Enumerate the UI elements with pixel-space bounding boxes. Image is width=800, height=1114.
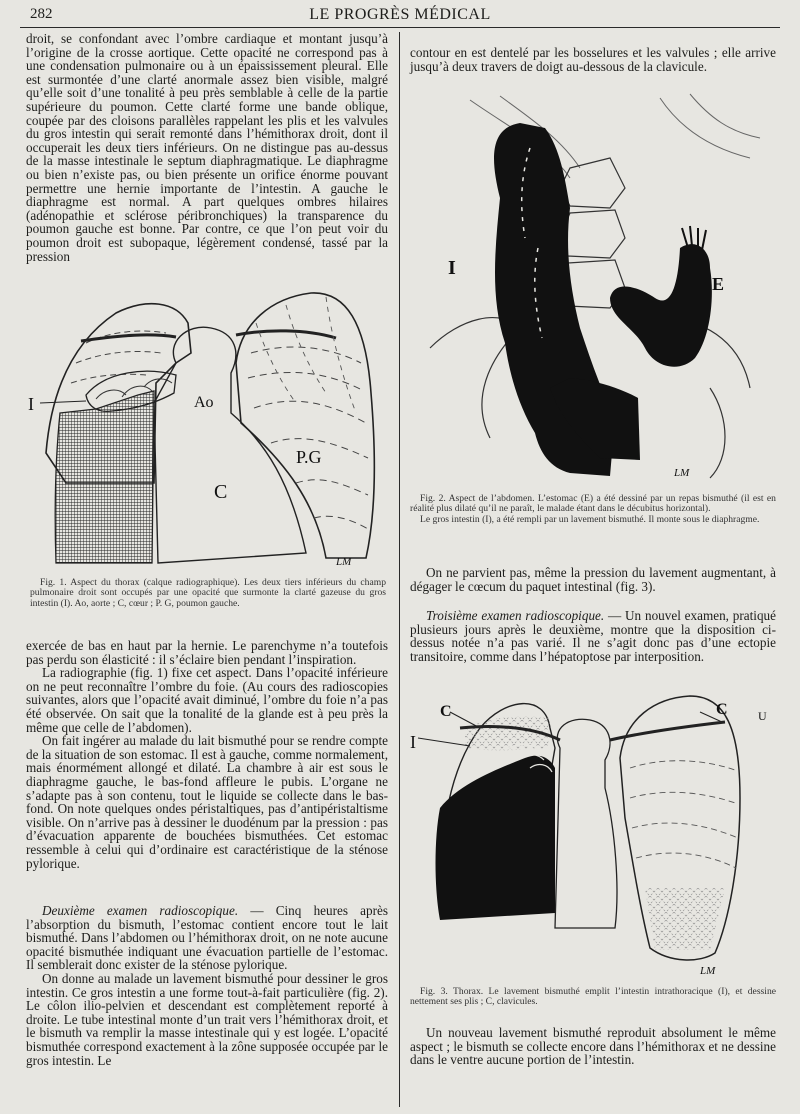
fig2-label-E: E — [712, 274, 725, 294]
paragraph: droit, se confondant avec l’ombre cardiaque et montant jusqu’à l’origine de la crosse aortique. Cette opacité ne correspond pas à une condensation pulmonaire ou à un épaississement pleural. Elle est surmontée d’une clarté anormale assez bien visible, malgré qu’elle soit d’une tonalité à peu près semblable à celle de la partie supérieure du poumon. Cette clarté forme une bande oblique, coupée par des cloisons parallèles rappelant les plis et les valvules du gros intestin qui serait remonté dans l’hémithorax droit, dont il occuperait les deux tiers inférieurs. On ne distingue pas au-dessus de la masse intestinale le septum diaphragmatique. Le diaphragme ou bien n’existe pas, ou bien présente un orifice énorme pouvant permettre une hernie importante de l’intestin. A gauche le diaphragme est normal. A part quelques ombres hilaires (adénopathie et sclérose péribronchiques) la transparence du poumon gauche est bonne. Par contre, ce que l’on peut voir du poumon droit est subopaque, légèrement condensé, tassé par la pression — [26, 31, 388, 264]
right-paragraph-3 — [410, 609, 776, 663]
section-title-2: Deuxième examen radioscopique. — [42, 903, 239, 918]
paragraph: contour en est dentelé par les bosselures et les valvules ; elle arrive jusqu’à deux travers de doigt au-dessous de la clavicule. — [410, 45, 776, 74]
header-rule — [20, 27, 780, 28]
journal-title: LE PROGRÈS MÉDICAL — [309, 6, 491, 23]
fig2-caption-text: Aspect de l’abdomen. L’estomac (E) a été dessiné par un repas bismuthé (il est en réalité plus dilaté qu’il ne paraît, le malade étant dans le décubitus horizontal). — [410, 493, 776, 515]
left-paragraph-1 — [26, 32, 388, 263]
paragraph: On fait ingérer au malade du lait bismuthé pour se rendre compte de la situation de son estomac. Il est à gauche, comme normalement, mais énormément allongé et dilaté. La chambre à air est sous le diaphragme gauche, le bas-fond affleure le pubis. L’organe ne s’adapte pas à son contenu, tout le liquide se collecte dans le bas-fond. On note quelques ondes péristaltiques, pas d’antipéristaltisme visible. On n’arrive pas à dessiner le duodénum par la pression : pas d’évacuation apparente de bouchées bismuthées. Cet estomac ressemble à celui qui d’ordinaire est caractéristique de la sténose pylorique. — [26, 733, 388, 871]
right-paragraph-1 — [410, 46, 776, 73]
left-paragraph-3 — [26, 904, 388, 1067]
fig2-caption-label: Fig. 2. — [420, 493, 446, 504]
fig1-label-C: C — [214, 481, 228, 503]
paragraph: La radiographie (fig. 1) fixe cet aspect. Dans l’opacité inférieure on ne peut reconnaître l’ombre du foie. (Au cours des radioscopies suivantes, alors que l’opacité avait diminué, l’ombre du foie n’a pas été observée. On sait que la tonalité de la glande est à peu près la même que celle de l’abdomen). — [26, 665, 388, 735]
fig1-label-Ao: Ao — [194, 394, 214, 411]
paragraph: exercée de bas en haut par la hernie. Le parenchyme n’a toutefois pas perdu son élasticité : il s’éclaire bien pendant l’inspiration. — [26, 638, 388, 667]
page-header — [0, 4, 800, 26]
fig1-label-PG: P.G — [296, 447, 322, 467]
fig1-caption-label: Fig. 1. — [40, 577, 67, 588]
page-number: 282 — [30, 6, 53, 22]
fig3-caption-label: Fig. 3. — [420, 986, 448, 997]
fig3-label-I: I — [410, 732, 416, 752]
fig3-label-C-right: C — [716, 701, 728, 718]
fig1-caption — [30, 578, 386, 609]
fig2-signature: LM — [674, 467, 690, 479]
figure-2-abdomen — [410, 88, 776, 490]
column-divider — [399, 32, 400, 1107]
fig3-caption-text: Thorax. Le lavement bismuthé emplit l’intestin intrathoracique (I), et dessine nettement ses plis ; C, clavicules. — [410, 986, 777, 1008]
fig2-label-I: I — [448, 257, 456, 279]
fig2-caption — [410, 494, 776, 525]
paragraph: On ne parvient pas, même la pression du lavement augmentant, à dégager le cœcum du paquet intestinal (fig. 3). — [410, 565, 776, 594]
paragraph: Un nouveau lavement bismuthé reproduit absolument le même aspect ; le bismuth se collecte encore dans l’hémithorax et ne dessine dans le ventre aucune portion de l’intestin. — [410, 1025, 776, 1068]
paragraph: — Cinq heures après l’absorption du bismuth, l’estomac contient encore tout le lait bismuthé. Dans l’abdomen ou l’hémithorax droit, on ne note aucune opacité bismuthée indiquant une évacuation partielle de l’estomac. Il semblerait donc exister de la sténose pylorique. — [26, 903, 389, 973]
right-paragraph-4 — [410, 1026, 776, 1067]
left-paragraph-2 — [26, 639, 388, 870]
paragraph: — Un nouvel examen, pratiqué plusieurs jours après le deuxième, montre que la disposition ci-dessus notée n’a pas varié. Il ne s’agit donc pas d’une ectopie transitoire, comme dans l’hépatoptose par interposition. — [410, 608, 777, 664]
fig1-label-I: I — [28, 394, 34, 414]
figure-3-thorax — [410, 688, 776, 978]
paragraph: On donne au malade un lavement bismuthé pour dessiner le gros intestin. Ce gros intestin a une forme tout-à-fait particulière (fig. 2). Le côlon ilio-pelvien et descendant est complètement reporté à droite. Le tube intestinal monte d’un trait vers l’hémithorax droit, et le bismuth va remplir la masse intestinale qui y est logée. L’opacité bismuthée correspond exactement à la zône supposée occupée par le gros intestin. Le — [26, 970, 388, 1068]
right-paragraph-2 — [410, 566, 776, 593]
fig3-caption — [410, 987, 776, 1008]
section-title-3: Troisième examen radioscopique. — [426, 608, 605, 623]
fig3-signature: LM — [700, 965, 716, 977]
fig1-caption-text: Aspect du thorax (calque radiographique). Les deux tiers inférieurs du champ pulmonaire droit sont occupés par une opacité que surmonte la clarté gazeuse du gros intestin (I). Ao, aorte ; C, cœur ; P. G, poumon gauche. — [30, 577, 386, 609]
figure-1-thorax — [26, 283, 388, 573]
fig3-label-C-left: C — [440, 703, 452, 720]
fig1-signature: LM — [336, 556, 352, 568]
fig3-mark: U — [758, 709, 767, 723]
fig2-caption-text-2: Le gros intestin (I), a été rempli par un lavement bismuthé. Il monte sous le diaphragme. — [420, 513, 760, 525]
